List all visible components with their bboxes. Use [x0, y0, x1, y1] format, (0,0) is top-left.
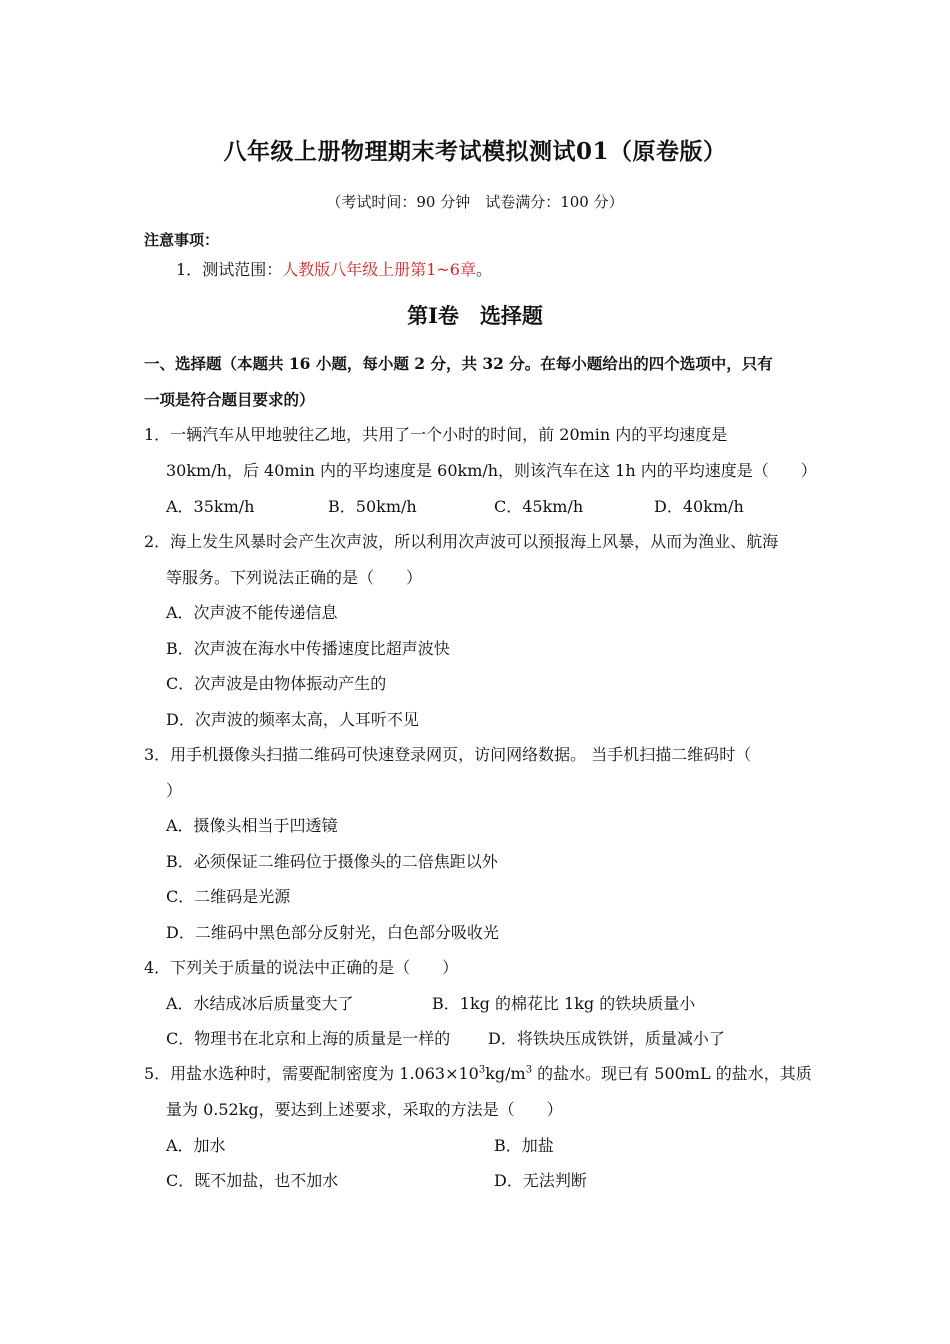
- question-5-option-b: B．加盐: [494, 1136, 554, 1155]
- question-2-line1: 2．海上发生风暴时会产生次声波，所以利用次声波可以预报海上风暴，从而为渔业、航海: [144, 532, 779, 551]
- notice-item-scope: 人教版八年级上册第1~6章: [282, 260, 476, 279]
- notice-item-number: 1．: [176, 260, 203, 279]
- question-3-line2: ）: [166, 781, 183, 800]
- section-title: 第Ⅰ卷 选择题: [407, 303, 543, 328]
- question-2-option-a: A．次声波不能传递信息: [166, 603, 338, 622]
- notice-heading: 注意事项：: [144, 231, 220, 249]
- question-5-sup-1: 3: [478, 1064, 486, 1076]
- part-heading-line2: 一项是符合题目要求的）: [144, 390, 315, 409]
- question-3-line1: 3．用手机摄像头扫描二维码可快速登录网页，访问网络数据。 当手机扫描二维码时（: [144, 745, 752, 764]
- question-5-option-c: C．既不加盐，也不加水: [166, 1171, 339, 1190]
- exam-time-info: （考试时间：90 分钟 试卷满分：100 分）: [326, 193, 624, 211]
- question-1-line2: 30km/h，后 40min 内的平均速度是 60km/h，则该汽车在这 1h 内的平均速度是（ ）: [166, 461, 817, 480]
- question-4-option-a: A．水结成冰后质量变大了: [166, 994, 354, 1013]
- question-4-option-d: D．将铁块压成铁饼，质量减小了: [488, 1029, 725, 1048]
- question-3-option-c: C．二维码是光源: [166, 887, 291, 906]
- question-2-line2: 等服务。下列说法正确的是（ ）: [166, 568, 423, 587]
- question-5-text-a: 5．用盐水选种时，需要配制密度为 1.063×10: [144, 1064, 479, 1083]
- question-1-option-a: A．35km/h: [166, 497, 255, 516]
- question-5-line1: [144, 1063, 812, 1085]
- notice-item-label: 测试范围：: [202, 260, 283, 279]
- question-2-option-d: D．次声波的频率太高，人耳听不见: [166, 710, 419, 729]
- notice-item: [176, 259, 492, 281]
- question-2-option-c: C．次声波是由物体振动产生的: [166, 674, 387, 693]
- exam-title: 八年级上册物理期末考试模拟测试01（原卷版）: [223, 138, 727, 165]
- question-3-option-a: A．摄像头相当于凹透镜: [166, 816, 338, 835]
- question-4-option-b: B．1kg 的棉花比 1kg 的铁块质量小: [432, 994, 696, 1013]
- question-5-sup-2: 3: [525, 1064, 533, 1076]
- question-3-option-b: B．必须保证二维码位于摄像头的二倍焦距以外: [166, 852, 498, 871]
- question-3-option-d: D．二维码中黑色部分反射光，白色部分吸收光: [166, 923, 499, 942]
- question-5-option-d: D．无法判断: [494, 1171, 587, 1190]
- question-5-text-c: 的盐水。现已有 500mL 的盐水，其质: [532, 1064, 812, 1083]
- question-1-option-c: C．45km/h: [494, 497, 584, 516]
- notice-item-end: 。: [475, 260, 492, 279]
- question-1-line1: 1．一辆汽车从甲地驶往乙地，共用了一个小时的时间，前 20min 内的平均速度是: [144, 425, 728, 444]
- question-5-line2: 量为 0.52kg，要达到上述要求，采取的方法是（ ）: [166, 1100, 563, 1119]
- question-1-option-d: D．40km/h: [654, 497, 744, 516]
- question-4-option-c: C．物理书在北京和上海的质量是一样的: [166, 1029, 451, 1048]
- question-5-text-b: kg/m: [485, 1064, 526, 1083]
- question-2-option-b: B．次声波在海水中传播速度比超声波快: [166, 639, 450, 658]
- question-4-line1: 4．下列关于质量的说法中正确的是（ ）: [144, 958, 459, 977]
- question-1-option-b: B．50km/h: [328, 497, 417, 516]
- part-heading-line1: 一、选择题（本题共 16 小题，每小题 2 分，共 32 分。在每小题给出的四个选项中，只有: [144, 354, 773, 373]
- question-5-option-a: A．加水: [166, 1136, 226, 1155]
